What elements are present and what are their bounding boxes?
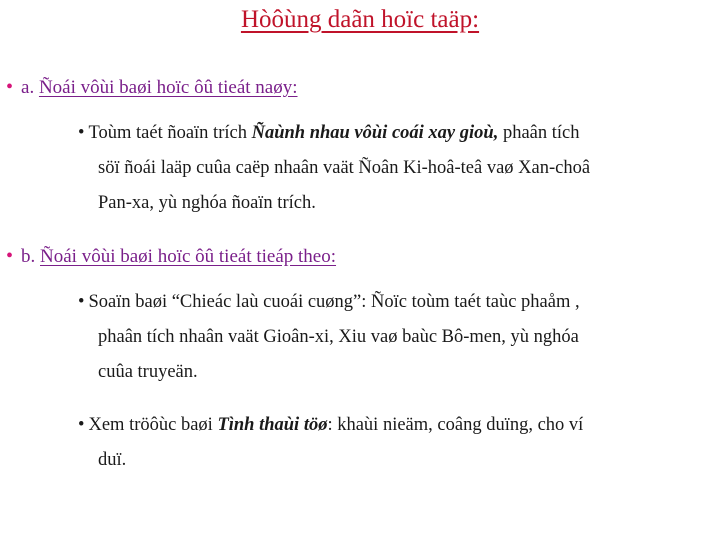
item-line [78, 408, 712, 443]
section-a-title: Ñoái vôùi baøi hoïc ôû tieát naøy: [38, 77, 298, 98]
section-b-prefix: b. [21, 246, 36, 267]
item-continuation: Pan-xa, yù nghóa ñoaïn trích. [98, 193, 316, 213]
item-line [78, 116, 712, 151]
bullet-icon: • [78, 292, 85, 312]
section-b-item-1 [78, 285, 712, 390]
page-title [0, 6, 720, 34]
item-text-before: Toùm taét ñoaïn trích [88, 123, 252, 143]
page-title-text: Hòôùng daãn hoïc taäp: [240, 6, 480, 33]
bullet-icon: • [78, 123, 85, 143]
section-b-item-2 [78, 408, 712, 478]
bullet-icon: • [6, 76, 14, 98]
item-emphasis: Tình thaùi töø [217, 415, 328, 435]
section-b-heading [6, 245, 706, 268]
item-emphasis: Ñaùnh nhau vôùi coái xay gioù, [251, 123, 499, 143]
item-continuation: cuûa truyeän. [98, 362, 198, 382]
section-a-heading [6, 76, 706, 99]
item-continuation: phaân tích nhaân vaät Gioân-xi, Xiu vaø baùc Bô-men, yù nghóa [98, 327, 579, 347]
item-text-before: Xem tröôùc baøi [88, 415, 218, 435]
bullet-icon: • [6, 245, 14, 267]
item-text-after: phaân tích [498, 123, 580, 143]
item-continuation: söï ñoái laäp cuûa caëp nhaân vaät Ñoân Ki-hoâ-teâ vaø Xan-choâ [98, 158, 591, 178]
section-a-item-1 [78, 116, 712, 221]
section-b-title: Ñoái vôùi baøi hoïc ôû tieát tieáp theo: [40, 246, 337, 267]
item-line [78, 285, 712, 320]
item-continuation: duï. [98, 450, 127, 470]
item-text: Soaïn baøi “Chieác laù cuoái cuøng”: Ñoïc toùm taét taùc phaåm , [88, 292, 580, 312]
section-a-prefix: a. [21, 77, 35, 98]
item-text-after: : khaùi nieäm, coâng duïng, cho ví [327, 415, 584, 435]
bullet-icon: • [78, 415, 85, 435]
